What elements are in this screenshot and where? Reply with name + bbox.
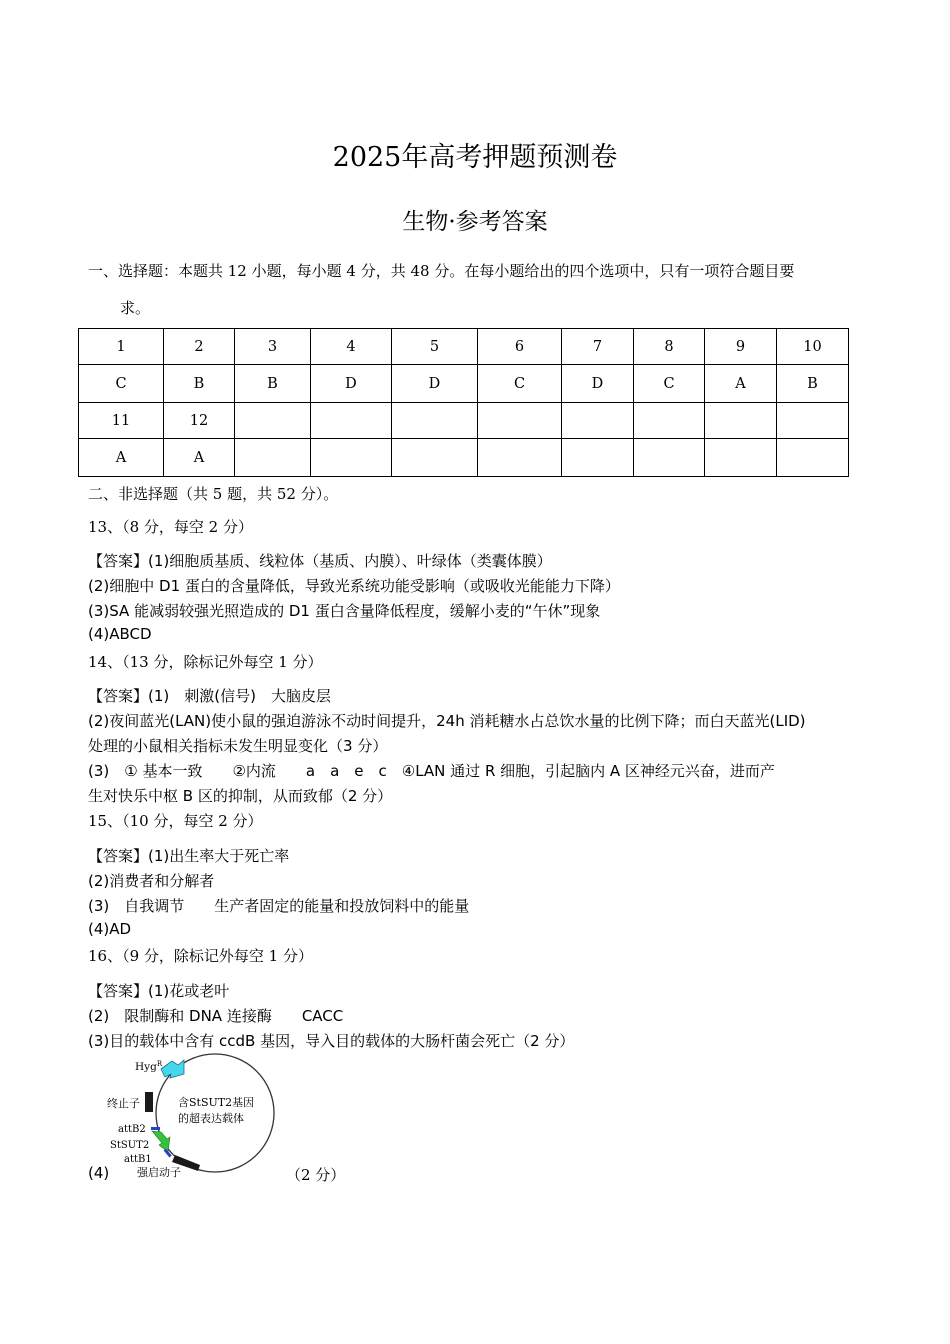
section2-heading: 二、非选择题（共 5 题，共 52 分）。	[88, 485, 339, 503]
answer-table-cell	[705, 403, 777, 439]
q13-header: 13、（8 分，每空 2 分）	[88, 518, 253, 536]
q13-answer-line2: (2)细胞中 D1 蛋白的含量降低，导致光系统功能受影响（或吸收光能能力下降）	[88, 577, 620, 595]
answer-table-cell: D	[392, 365, 478, 403]
label-attb2: attB2	[118, 1124, 146, 1135]
terminator-block	[145, 1092, 153, 1112]
q13-answer-line3: (3)SA 能减弱较强光照造成的 D1 蛋白含量降低程度，缓解小麦的“午休”现象	[88, 602, 601, 620]
answer-tag: 【答案】	[88, 982, 149, 1000]
answer-table-cell: 10	[777, 329, 849, 365]
q16-text1: (1)花或老叶	[148, 982, 230, 1000]
answer-table-cell	[634, 439, 705, 477]
answer-table-cell: C	[478, 365, 562, 403]
answer-table	[78, 328, 849, 477]
q14-answer-line3: 处理的小鼠相关指标未发生明显变化（3 分）	[88, 737, 388, 755]
answer-table-cell: D	[311, 365, 392, 403]
label-center-line1: 含StSUT2基因	[178, 1096, 255, 1109]
answer-tag: 【答案】	[88, 552, 149, 570]
q15-answer-line3: (3) 自我调节 生产者固定的能量和投放饲料中的能量	[88, 897, 470, 915]
q13-answer-line4: (4)ABCD	[88, 625, 152, 643]
plasmid-vector-diagram	[105, 1052, 295, 1192]
hyg-resistance-gene-icon	[161, 1060, 184, 1078]
stsut2-gene-icon	[152, 1131, 170, 1152]
answer-table-cell: B	[164, 365, 235, 403]
answer-table-cell: B	[777, 365, 849, 403]
answer-table-cell	[562, 403, 634, 439]
q13-text1: (1)细胞质基质、线粒体（基质、内膜）、叶绿体（类囊体膜）	[148, 552, 552, 570]
q16-header: 16、（9 分，除标记外每空 1 分）	[88, 947, 313, 965]
answer-table-cell: 3	[235, 329, 311, 365]
q16-answer-line2: (2) 限制酶和 DNA 连接酶 CACC	[88, 1007, 344, 1025]
section1-heading-line1: 一、选择题：本题共 12 小题，每小题 4 分，共 48 分。在每小题给出的四个选项中，只有一项符合题目要	[88, 262, 795, 280]
section1-heading-line2: 求。	[120, 299, 151, 317]
page-subtitle: 生物·参考答案	[402, 209, 548, 235]
answer-table-cell	[392, 439, 478, 477]
answer-table-cell	[777, 439, 849, 477]
answer-table-cell	[235, 403, 311, 439]
answer-table-cell: 12	[164, 403, 235, 439]
page-title: 2025年高考押题预测卷	[332, 142, 618, 173]
label-attb1: attB1	[124, 1154, 152, 1165]
answer-tag: 【答案】	[88, 687, 149, 705]
answer-table-cell	[235, 439, 311, 477]
answer-table-row	[79, 403, 849, 439]
answer-table-cell	[562, 439, 634, 477]
attb2-site-marker	[151, 1127, 160, 1130]
answer-table-cell	[392, 403, 478, 439]
q15-header: 15、（10 分，每空 2 分）	[88, 812, 263, 830]
q14-text1: (1) 刺激(信号) 大脑皮层	[148, 687, 331, 705]
answer-tag: 【答案】	[88, 847, 149, 865]
answer-table-cell: 11	[79, 403, 164, 439]
answer-table-cell: 6	[478, 329, 562, 365]
q15-answer-line1	[88, 845, 289, 866]
answer-table-cell: 8	[634, 329, 705, 365]
label-stsut2: StSUT2	[110, 1140, 150, 1151]
answer-table-cell: 7	[562, 329, 634, 365]
q14-header: 14、（13 分，除标记外每空 1 分）	[88, 653, 323, 671]
answer-table-cell: D	[562, 365, 634, 403]
answer-table-row	[79, 365, 849, 403]
answer-table-cell: C	[79, 365, 164, 403]
q16-answer-line4-suffix: （2 分）	[286, 1166, 346, 1184]
q14-answer-line4: (3) ① 基本一致 ②内流 a a e c ④LAN 通过 R 细胞，引起脑内 A 区神经元兴奋，进而产	[88, 762, 775, 780]
answer-table-cell: 2	[164, 329, 235, 365]
label-center-line2: 的超表达载体	[178, 1112, 244, 1125]
answer-table-cell: C	[634, 365, 705, 403]
label-hygr: Hyg$^R$	[135, 1060, 163, 1073]
q16-answer-line3: (3)目的载体中含有 ccdB 基因，导入目的载体的大肠杆菌会死亡（2 分）	[88, 1032, 575, 1050]
answer-table-cell	[311, 403, 392, 439]
answer-table-row	[79, 439, 849, 477]
answer-table-cell	[311, 439, 392, 477]
answer-table-cell: A	[705, 365, 777, 403]
q14-answer-line2: (2)夜间蓝光(LAN)使小鼠的强迫游泳不动时间提升，24h 消耗糖水占总饮水量的比例下降；而白天蓝光(LID)	[88, 712, 806, 730]
answer-table-cell: A	[164, 439, 235, 477]
q15-answer-line2: (2)消费者和分解者	[88, 872, 215, 890]
answer-table-cell: 1	[79, 329, 164, 365]
q13-answer-line1	[88, 550, 552, 571]
q14-answer-line5: 生对快乐中枢 B 区的抑制，从而致郁（2 分）	[88, 787, 393, 805]
label-strong-promoter: 强启动子	[137, 1166, 181, 1179]
answer-table-cell: 9	[705, 329, 777, 365]
answer-table-cell	[705, 439, 777, 477]
answer-table-cell	[478, 439, 562, 477]
q14-answer-line1	[88, 685, 331, 706]
label-terminator: 终止子	[107, 1097, 140, 1110]
answer-table-cell	[634, 403, 705, 439]
answer-table-cell	[478, 403, 562, 439]
answer-table-cell: 5	[392, 329, 478, 365]
q16-answer-line4-prefix: (4)	[88, 1164, 110, 1182]
answer-table-cell	[777, 403, 849, 439]
answer-table-cell: B	[235, 365, 311, 403]
q16-answer-line1	[88, 980, 229, 1001]
q15-text1: (1)出生率大于死亡率	[148, 847, 290, 865]
answer-table-cell: A	[79, 439, 164, 477]
q15-answer-line4: (4)AD	[88, 920, 132, 938]
answer-table-cell: 4	[311, 329, 392, 365]
answer-table-row	[79, 329, 849, 365]
